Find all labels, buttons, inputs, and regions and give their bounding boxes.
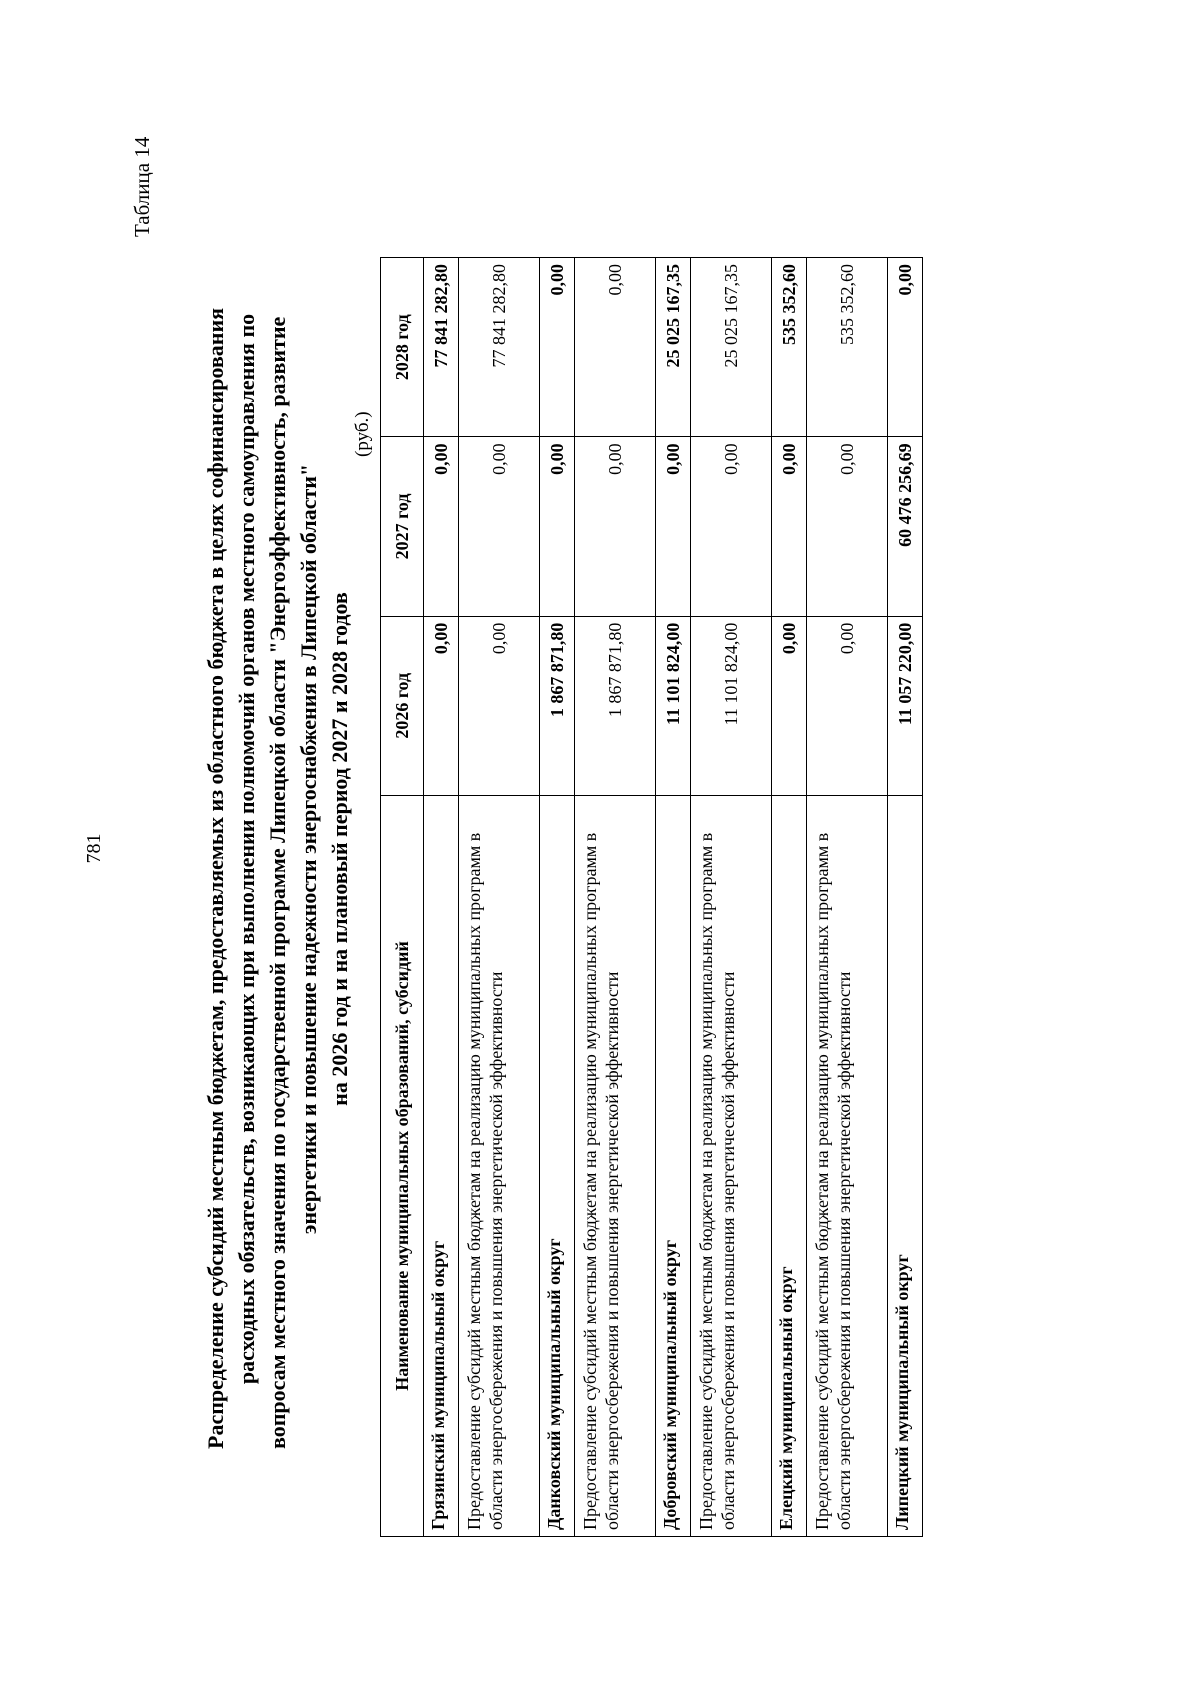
- value-2027: 0,00: [424, 437, 459, 616]
- value-2028: 77 841 282,80: [459, 258, 540, 437]
- column-header-name: Наименование муниципальных образований, субсидий: [381, 795, 424, 1536]
- row-name: Елецкий муниципальный округ: [772, 795, 807, 1536]
- column-header-2028: 2028 год: [381, 258, 424, 437]
- heading-line: Распределение субсидий местным бюджетам, предоставляемых из областного бюджета в целях софинансирования: [203, 307, 228, 1449]
- value-2026: 11 101 824,00: [656, 616, 691, 795]
- heading-line: вопросам местного значения по государственной программе Липецкой области "Энергоэффективность, развитие: [265, 316, 290, 1449]
- row-name: Липецкий муниципальный округ: [888, 795, 923, 1536]
- row-name: Данковский муниципальный округ: [540, 795, 575, 1536]
- value-2028: 0,00: [575, 258, 656, 437]
- table-row-subsidy: [807, 258, 888, 1537]
- value-2027: 60 476 256,69: [888, 437, 923, 616]
- value-2028: 25 025 167,35: [656, 258, 691, 437]
- page-number: 781: [83, 833, 105, 864]
- table-row-district: [772, 258, 807, 1537]
- value-2027: 0,00: [575, 437, 656, 616]
- value-2026: 0,00: [807, 616, 888, 795]
- column-header-2027: 2027 год: [381, 437, 424, 616]
- value-2027: 0,00: [772, 437, 807, 616]
- row-name: Предоставление субсидий местным бюджетам на реализацию муниципальных программ в области энергосбережения и повышения энергетической эффективности: [459, 795, 540, 1536]
- subsidy-table: [380, 257, 923, 1537]
- value-2028: 0,00: [540, 258, 575, 437]
- document-heading: [200, 249, 355, 1449]
- table-row-district: [424, 258, 459, 1537]
- value-2027: 0,00: [459, 437, 540, 616]
- table-row-subsidy: [691, 258, 772, 1537]
- value-2026: 11 057 220,00: [888, 616, 923, 795]
- value-2027: 0,00: [807, 437, 888, 616]
- row-name: Предоставление субсидий местным бюджетам на реализацию муниципальных программ в области энергосбережения и повышения энергетической эффективности: [807, 795, 888, 1536]
- value-2027: 0,00: [540, 437, 575, 616]
- table-row-subsidy: [459, 258, 540, 1537]
- value-2028: 535 352,60: [772, 258, 807, 437]
- value-2028: 535 352,60: [807, 258, 888, 437]
- row-name: Добровский муниципальный округ: [656, 795, 691, 1536]
- heading-line: расходных обязательств, возникающих при выполнении полномочий органов местного самоуправления по: [234, 313, 259, 1385]
- value-2026: 1 867 871,80: [575, 616, 656, 795]
- column-header-2026: 2026 год: [381, 616, 424, 795]
- value-2026: 0,00: [424, 616, 459, 795]
- table-header-row: [381, 258, 424, 1537]
- value-2028: 25 025 167,35: [691, 258, 772, 437]
- value-2028: 0,00: [888, 258, 923, 437]
- value-2027: 0,00: [691, 437, 772, 616]
- heading-line: энергетики и повышение надежности энергоснабжения в Липецкой области": [296, 463, 321, 1235]
- unit-label: (руб.): [352, 411, 373, 457]
- row-name: Предоставление субсидий местным бюджетам на реализацию муниципальных программ в области энергосбережения и повышения энергетической эффективности: [575, 795, 656, 1536]
- value-2026: 11 101 824,00: [691, 616, 772, 795]
- value-2027: 0,00: [656, 437, 691, 616]
- table-row-district: [656, 258, 691, 1537]
- value-2028: 77 841 282,80: [424, 258, 459, 437]
- row-name: Грязинский муниципальный округ: [424, 795, 459, 1536]
- value-2026: 0,00: [772, 616, 807, 795]
- value-2026: 1 867 871,80: [540, 616, 575, 795]
- table-row-district: [888, 258, 923, 1537]
- row-name: Предоставление субсидий местным бюджетам на реализацию муниципальных программ в области энергосбережения и повышения энергетической эффективности: [691, 795, 772, 1536]
- rotated-page: 781 Таблица 14 Распределение субсидий местным бюджетам, предоставляемых из областного бюджета в целях софинансирования расходных обязательств, возникающих при выполнении полномочий органов местного самоуправления по вопросам местного значения по государственной программе Липецкой области "Энергоэффективность, развитие энергетики и повышение надежности энергоснабжения в Липецкой области" на 2026 год и на плановый период 2027 и 2028 годов (руб.) Наименование муниципальных образований, субсидий 2026 год 2027 год 2028 год Грязинский муниципальный округ 0,00 0,00 77 841 282,80 Предоставление субсидий местным бюджетам на реализацию муниципальных программ в области энергосбережения и повышения энергетической эффективности 0,00 0,00 77 841 282,80 Данковский муниципальный округ 1 867 871,80 0,00 0,00 Предоставление субсидий местным бюджетам на реализацию муниципальных программ в области энергосбережения и повышения энергетической эффективности 1 867 871,80 0,00 0,00 Добровский муниципальный округ 11 101 824,00 0,00 25 025 167,35 Предоставление субсидий местным бюджетам на реализацию муниципальных программ в области энергосбережения и повышения энергетической эффективности 11 101 824,00 0,00 25 025 167,35 Елецкий муниципальный округ 0,00 0,00 535 352,60 Предоставление субсидий местным бюджетам на реализацию муниципальных программ в области энергосбережения и повышения энергетической эффективности 0,00 0,00 535 352,60 Липецкий муниципальный округ 11 057 220,00 60 476 256,69 0,00: [0, 0, 1200, 1697]
- table-row-subsidy: [575, 258, 656, 1537]
- table-row-district: [540, 258, 575, 1537]
- heading-line: на 2026 год и на плановый период 2027 и 2028 годов: [327, 592, 352, 1106]
- value-2026: 0,00: [459, 616, 540, 795]
